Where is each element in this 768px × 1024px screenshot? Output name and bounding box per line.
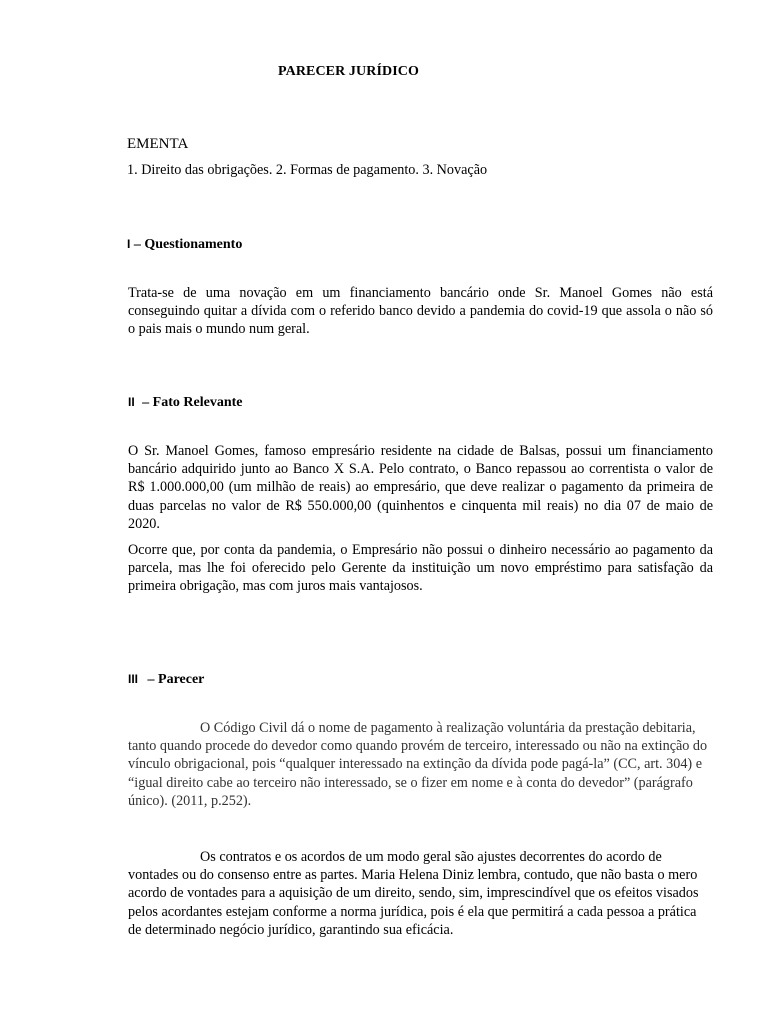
document-title: PARECER JURÍDICO: [278, 64, 419, 79]
paragraph-text: O Código Civil dá o nome de pagamento à realização voluntária da prestação debitaria, tanto quando procede do devedor como quando provém de terceiro, interessado ou não na extinção do vínculo obrigacional, pois “qualquer interessado na extinção da dívida pode pagá-la” (CC, art. 304) e “igual direito cabe ao terceiro não interessado, se o fizer em nome e à conta do devedor” (parágrafo único). (2011, p.252).: [128, 720, 708, 809]
ementa-label: EMENTA: [127, 136, 189, 152]
section-numeral: I: [127, 237, 131, 251]
section-heading-parecer: [128, 672, 204, 688]
section-title: – Fato Relevante: [142, 395, 243, 410]
section-title: – Questionamento: [133, 237, 243, 252]
paragraph-text: Os contratos e os acordos de um modo geral são ajustes decorrentes do acordo de vontades ou do consenso entre as partes. Maria Helena Diniz lembra, contudo, que não basta o mero acordo de vontades para a aquisição de um direito, sendo, sim, imprescindível que os efeitos visados pelos acordantes estejam conforme a norma jurídica, pois é ela que permitirá a cada pessoa a prática de determinado negócio jurídico, garantindo sua eficácia.: [128, 849, 699, 938]
section-title: – Parecer: [147, 672, 205, 687]
paragraph-fato-2: Ocorre que, por conta da pandemia, o Empresário não possui o dinheiro necessário ao pagamento da parcela, mas lhe foi oferecido pelo Gerente da instituição um novo empréstimo para satisfação da primeira obrigação, mas com juros mais vantajosos.: [128, 542, 713, 595]
paragraph-questionamento: Trata-se de uma novação em um financiamento bancário onde Sr. Manoel Gomes não está conseguindo quitar a dívida com o referido banco devido a pandemia do covid-19 que assola o não só o pais mais o mundo num geral.: [128, 285, 713, 338]
section-heading-questionamento: [127, 237, 242, 253]
paragraph-parecer-2: [128, 848, 713, 939]
ementa-text: 1. Direito das obrigações. 2. Formas de pagamento. 3. Novação: [127, 162, 488, 178]
section-numeral: II: [128, 395, 135, 409]
section-heading-fato-relevante: [128, 395, 242, 411]
paragraph-parecer-1: [128, 719, 713, 810]
section-numeral: III: [128, 672, 139, 686]
paragraph-fato-1: O Sr. Manoel Gomes, famoso empresário residente na cidade de Balsas, possui um financiamento bancário adquirido junto ao Banco X S.A. Pelo contrato, o Banco repassou ao correntista o valor de R$ 1.000.000,00 (um milhão de reais) ao empresário, que deve realizar o pagamento da primeira de duas parcelas no valor de R$ 550.000,00 (quinhentos e cinquenta mil reais) no dia 07 de maio de 2020.: [128, 443, 713, 532]
